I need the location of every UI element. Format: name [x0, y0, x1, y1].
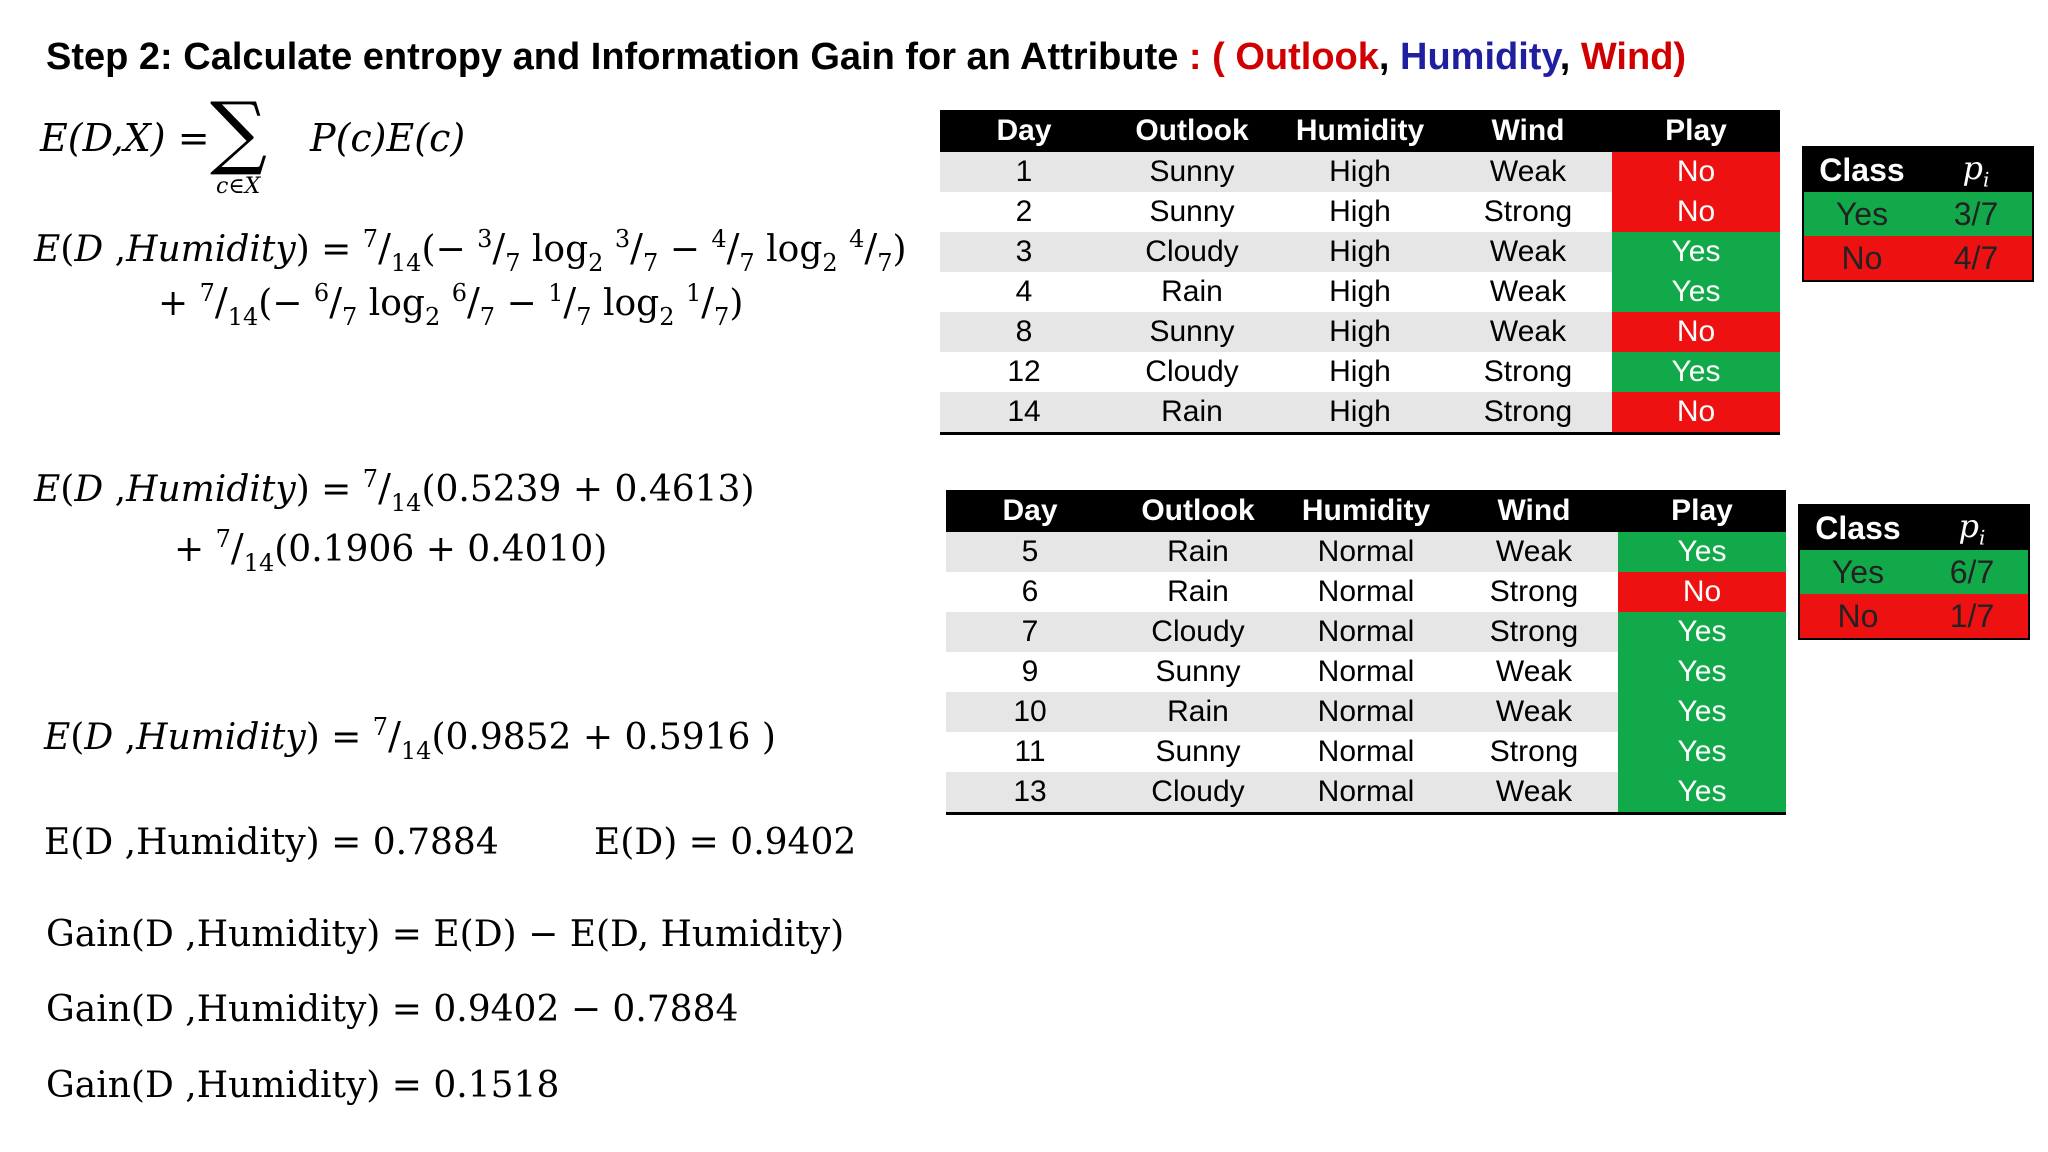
- cell-wind: Weak: [1444, 272, 1612, 312]
- equation-gain-definition: Gain(D ,Humidity) = E(D) − E(D, Humidity): [46, 914, 845, 955]
- cell-outlook: Rain: [1108, 392, 1276, 434]
- cell-play: No: [1612, 312, 1780, 352]
- class-probability-table-normal: [1798, 504, 2030, 640]
- cell-wind: Weak: [1450, 692, 1618, 732]
- cell-day: 4: [940, 272, 1108, 312]
- table-row: [940, 192, 1780, 232]
- cell-wind: Strong: [1450, 572, 1618, 612]
- cell-day: 6: [946, 572, 1114, 612]
- col-header-play: Play: [1612, 110, 1780, 152]
- cell-day: 10: [946, 692, 1114, 732]
- cell-wind: Weak: [1444, 312, 1612, 352]
- cell-day: 1: [940, 152, 1108, 192]
- cell-play: No: [1612, 392, 1780, 434]
- cell-humidity: Normal: [1282, 692, 1450, 732]
- cell-play: Yes: [1618, 772, 1786, 814]
- table-row: [940, 152, 1780, 192]
- cell-day: 9: [946, 652, 1114, 692]
- cell-outlook: Sunny: [1114, 732, 1282, 772]
- table-row: [946, 772, 1786, 814]
- col-header-wind: Wind: [1450, 490, 1618, 532]
- table-row: [946, 612, 1786, 652]
- cell-humidity: Normal: [1282, 532, 1450, 572]
- col-header-day: Day: [946, 490, 1114, 532]
- cell-play: Yes: [1612, 352, 1780, 392]
- cell-day: 14: [940, 392, 1108, 434]
- cell-humidity: Normal: [1282, 572, 1450, 612]
- class-header: Class: [1799, 505, 1916, 550]
- table-row: [946, 652, 1786, 692]
- cell-humidity: High: [1276, 232, 1444, 272]
- cell-play: No: [1612, 152, 1780, 192]
- col-header-outlook: Outlook: [1114, 490, 1282, 532]
- cell-day: 5: [946, 532, 1114, 572]
- class-header: Class: [1803, 147, 1920, 192]
- col-header-outlook: Outlook: [1108, 110, 1276, 152]
- cell-play: Yes: [1618, 532, 1786, 572]
- cell-humidity: Normal: [1282, 772, 1450, 814]
- cell-day: 13: [946, 772, 1114, 814]
- cell-outlook: Sunny: [1108, 152, 1276, 192]
- cell-outlook: Rain: [1108, 272, 1276, 312]
- title-close: ): [1673, 36, 1687, 78]
- equation-humidity-result: E(D ,Humidity) = 0.7884: [44, 822, 499, 863]
- title-sep1: ,: [1378, 36, 1401, 78]
- probability-header: $p_i$: [1920, 147, 2033, 192]
- title-sep2: ,: [1559, 36, 1581, 78]
- cell-wind: Weak: [1450, 772, 1618, 814]
- class-yes-label: Yes: [1803, 192, 1920, 236]
- page-title: [46, 36, 1686, 79]
- cell-outlook: Cloudy: [1114, 772, 1282, 814]
- equation-expanded-line1: E(D ,Humidity) = $^7/_{14}(- ^3/_7$ $\log_2 ^3/_7 - ^4/_7$ $\log_2 ^4/_7$): [34, 225, 907, 277]
- cell-day: 12: [940, 352, 1108, 392]
- cell-play: Yes: [1612, 232, 1780, 272]
- cell-outlook: Cloudy: [1108, 232, 1276, 272]
- cell-humidity: High: [1276, 352, 1444, 392]
- table-row: [946, 692, 1786, 732]
- probability-header: $p_i$: [1916, 505, 2029, 550]
- class-no-prob: 1/7: [1916, 594, 2029, 639]
- sigma-icon: ∑: [210, 85, 268, 178]
- class-no-prob: 4/7: [1920, 236, 2033, 281]
- table-humidity-normal: [946, 490, 1786, 815]
- class-no-label: No: [1803, 236, 1920, 281]
- table-row: [940, 232, 1780, 272]
- equation-numeric-line2: + $^7/_{14}(0.1906 + 0.4010)$: [174, 525, 608, 577]
- cell-play: Yes: [1618, 612, 1786, 652]
- cell-humidity: Normal: [1282, 652, 1450, 692]
- cell-humidity: Normal: [1282, 612, 1450, 652]
- col-header-wind: Wind: [1444, 110, 1612, 152]
- cell-wind: Weak: [1444, 232, 1612, 272]
- cell-day: 11: [946, 732, 1114, 772]
- cell-wind: Strong: [1444, 192, 1612, 232]
- cell-outlook: Sunny: [1114, 652, 1282, 692]
- equation-sum: E(D ,Humidity) = $^7/_{14}(0.9852 + 0.5916$ ): [44, 713, 776, 765]
- table-row: [940, 352, 1780, 392]
- col-header-humidity: Humidity: [1282, 490, 1450, 532]
- cell-day: 3: [940, 232, 1108, 272]
- cell-humidity: High: [1276, 272, 1444, 312]
- cell-day: 2: [940, 192, 1108, 232]
- class-yes-prob: 6/7: [1916, 550, 2029, 594]
- table-row: [940, 272, 1780, 312]
- table-row: [946, 732, 1786, 772]
- cell-humidity: High: [1276, 312, 1444, 352]
- table-row: [946, 572, 1786, 612]
- equation-expanded-line2: + $^7/_{14}(- ^6/_7$ $\log_2 ^6/_7 - ^1/_7$ $\log_2 ^1/_7$): [158, 279, 744, 331]
- cell-humidity: High: [1276, 392, 1444, 434]
- cell-outlook: Sunny: [1108, 312, 1276, 352]
- cell-wind: Strong: [1444, 352, 1612, 392]
- cell-outlook: Cloudy: [1108, 352, 1276, 392]
- cell-wind: Strong: [1450, 612, 1618, 652]
- formula-rhs: P(c)E(c): [310, 116, 466, 160]
- col-header-humidity: Humidity: [1276, 110, 1444, 152]
- table-row: [940, 312, 1780, 352]
- cell-humidity: High: [1276, 152, 1444, 192]
- table-row: [940, 392, 1780, 434]
- cell-day: 8: [940, 312, 1108, 352]
- cell-play: Yes: [1618, 652, 1786, 692]
- cell-play: Yes: [1618, 692, 1786, 732]
- equation-e-d: E(D) = 0.9402: [594, 822, 857, 863]
- cell-play: No: [1618, 572, 1786, 612]
- table-row: [946, 532, 1786, 572]
- title-humidity: Humidity: [1400, 36, 1560, 78]
- cell-wind: Weak: [1450, 532, 1618, 572]
- cell-play: No: [1612, 192, 1780, 232]
- title-main: Step 2: Calculate entropy and Information Gain for an Attribute: [46, 36, 1179, 78]
- class-probability-table-high: [1802, 146, 2034, 282]
- cell-humidity: Normal: [1282, 732, 1450, 772]
- cell-outlook: Sunny: [1108, 192, 1276, 232]
- class-yes-prob: 3/7: [1920, 192, 2033, 236]
- equation-numeric-line1: E(D ,Humidity) = $^7/_{14}(0.5239 + 0.4613)$: [34, 465, 755, 517]
- col-header-play: Play: [1618, 490, 1786, 532]
- class-no-label: No: [1799, 594, 1916, 639]
- cell-humidity: High: [1276, 192, 1444, 232]
- cell-wind: Strong: [1444, 392, 1612, 434]
- equation-gain-result: Gain(D ,Humidity) = 0.1518: [46, 1065, 560, 1106]
- cell-wind: Strong: [1450, 732, 1618, 772]
- table-humidity-high: [940, 110, 1780, 435]
- title-colon: : (: [1178, 36, 1236, 78]
- cell-play: Yes: [1618, 732, 1786, 772]
- equation-gain-substituted: Gain(D ,Humidity) = 0.9402 − 0.7884: [46, 989, 739, 1030]
- cell-play: Yes: [1612, 272, 1780, 312]
- col-header-day: Day: [940, 110, 1108, 152]
- cell-wind: Weak: [1450, 652, 1618, 692]
- cell-outlook: Cloudy: [1114, 612, 1282, 652]
- class-yes-label: Yes: [1799, 550, 1916, 594]
- formula-lhs: E(D,X) =: [40, 116, 210, 160]
- cell-day: 7: [946, 612, 1114, 652]
- cell-outlook: Rain: [1114, 572, 1282, 612]
- cell-outlook: Rain: [1114, 692, 1282, 732]
- sum-index: c∈X: [216, 174, 261, 199]
- title-outlook: Outlook: [1235, 36, 1379, 78]
- title-wind: Wind: [1580, 36, 1674, 78]
- cell-outlook: Rain: [1114, 532, 1282, 572]
- cell-wind: Weak: [1444, 152, 1612, 192]
